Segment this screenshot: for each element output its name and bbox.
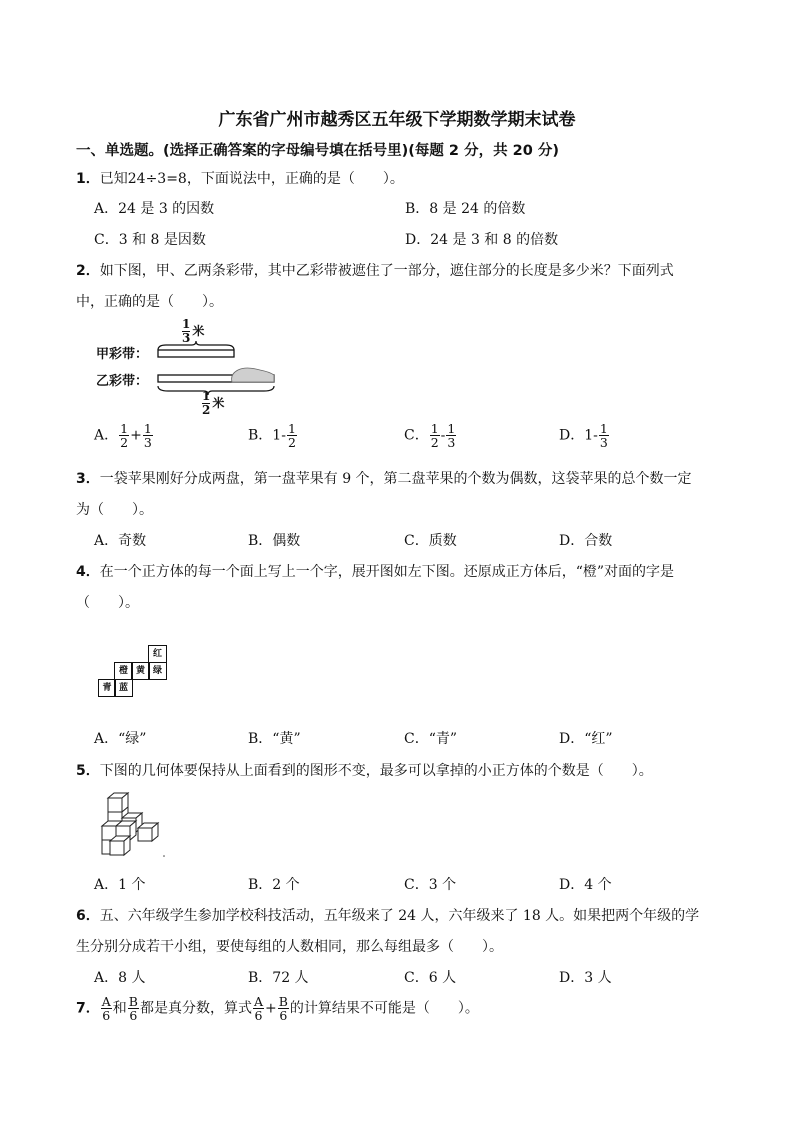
q2-option-b: B．1- $\frac{1}{2}$ [248,421,296,451]
question-text-line1: 在一个正方体的每一个面上写上一个字，展开图如左下图。还原成正方体后，“橙”对面的字是 [99,564,675,580]
q6-option-d: D．3 人 [559,970,612,986]
fraction-a-over-6-expr: $\frac{A}{6}$ [253,994,263,1024]
question-number: 4． [76,564,100,580]
q5-option-c: C．3 个 [404,877,457,893]
fraction-a-over-6: $\frac{A}{6}$ [101,994,111,1024]
net-cell-lan: 蓝 [114,679,133,697]
q4-option-c: C．“青” [404,731,458,747]
question-number: 1． [76,171,100,187]
net-cell-hong: 红 [148,645,167,663]
fraction-denominator: 2 [202,402,211,417]
net-cell-lv: 绿 [148,662,167,680]
q4-option-a: A．“绿” [94,731,147,747]
q2-option-d: D．1- $\frac{1}{3}$ [559,421,608,451]
fraction-numerator: 1 [202,389,211,403]
q3-option-a: A．奇数 [94,533,147,549]
question-text: 已知24÷3=8，下面说法中，正确的是（ ）。 [99,171,404,187]
q3-option-b: B．偶数 [248,533,301,549]
question-number: 3． [76,471,100,487]
question-text-line1: 如下图，甲、乙两条彩带，其中乙彩带被遮住了一部分，遮住部分的长度是多少米？下面列式 [99,263,674,279]
q4-option-d: D．“红” [559,731,613,747]
ribbon-b-label: 乙彩带： [96,374,149,389]
question-text-line1: 一袋苹果刚好分成两盘，第一盘苹果有 9 个，第二盘苹果的个数为偶数，这袋苹果的总个数一定 [99,471,692,487]
fraction-numerator: 1 [182,317,191,331]
fraction-b-over-6-expr: $\frac{B}{6}$ [278,994,288,1024]
section-heading: 一、单选题。(选择正确答案的字母编号填在括号里)(每题 2 分，共 20 分) [76,143,559,159]
question-text: 下图的几何体要保持从上面看到的图形不变，最多可以拿掉的小正方体的个数是（ ）。 [99,763,653,779]
question-1 [76,168,404,188]
page-title: 广东省广州市越秀区五年级下学期数学期末试卷 [218,110,576,130]
cube-net-figure [98,645,168,697]
question-6 [76,905,699,925]
q6-option-c: C．6 人 [404,970,457,986]
question-text-line1: 五、六年级学生参加学校科技活动，五年级来了 24 人，六年级来了 18 人。如果把两个年级的学 [99,908,700,924]
q6-option-a: A．8 人 [94,970,146,986]
question-2 [76,260,674,280]
question-7: 7． $\frac{A}{6}$ 和 $\frac{B}{6}$ 都是真分数，算式 $\frac{A}{6}$ + $\frac{B}{6}$ 的计算结果不可能是（ ）。 [76,994,479,1024]
q5-option-d: D．4 个 [559,877,612,893]
q2-option-a: A． $\frac{1}{2}$ + $\frac{1}{3}$ [94,421,152,451]
q4-option-b: B．“黄” [248,731,301,747]
q1-option-c: C．3 和 8 是因数 [94,232,206,248]
question-number: 6． [76,908,100,924]
unit-label: 米 [212,395,225,410]
ribbon-diagram [96,318,286,420]
question-number: 2． [76,263,100,279]
net-cell-qing: 青 [98,679,116,697]
question-5 [76,760,653,780]
q1-option-a: A．24 是 3 的因数 [94,201,215,217]
ribbon-drawing [96,318,286,420]
bottom-length-fraction [202,390,224,416]
q6-option-b: B．72 人 [248,970,309,986]
question-3-line2: 为（ ）。 [76,502,153,518]
ribbon-a-label: 甲彩带： [96,347,149,362]
q5-option-a: A．1 个 [94,877,146,893]
question-3 [76,468,692,488]
question-4 [76,561,674,581]
q2-option-c: C． $\frac{1}{2}$ - $\frac{1}{3}$ [404,421,456,451]
net-cell-cheng: 橙 [114,662,133,680]
cube-stack-figure [98,792,170,860]
fraction-denominator: 3 [182,330,191,345]
question-4-line2: （ ）。 [76,595,139,611]
q3-option-d: D．合数 [559,533,613,549]
q3-option-c: C．质数 [404,533,457,549]
question-number: 7． [76,1000,100,1017]
question-6-line2: 生分别分成若干小组，要使每组的人数相同，那么每组最多（ ）。 [76,939,503,955]
q1-option-d: D．24 是 3 和 8 的倍数 [405,232,559,248]
q5-option-b: B．2 个 [248,877,300,893]
unit-label: 米 [192,323,205,338]
q1-option-b: B．8 是 24 的倍数 [405,201,526,217]
question-number: 5． [76,763,100,779]
question-2-line2: 中，正确的是（ ）。 [76,294,223,310]
net-cell-huang: 黄 [131,662,150,680]
fraction-b-over-6: $\frac{B}{6}$ [128,994,138,1024]
